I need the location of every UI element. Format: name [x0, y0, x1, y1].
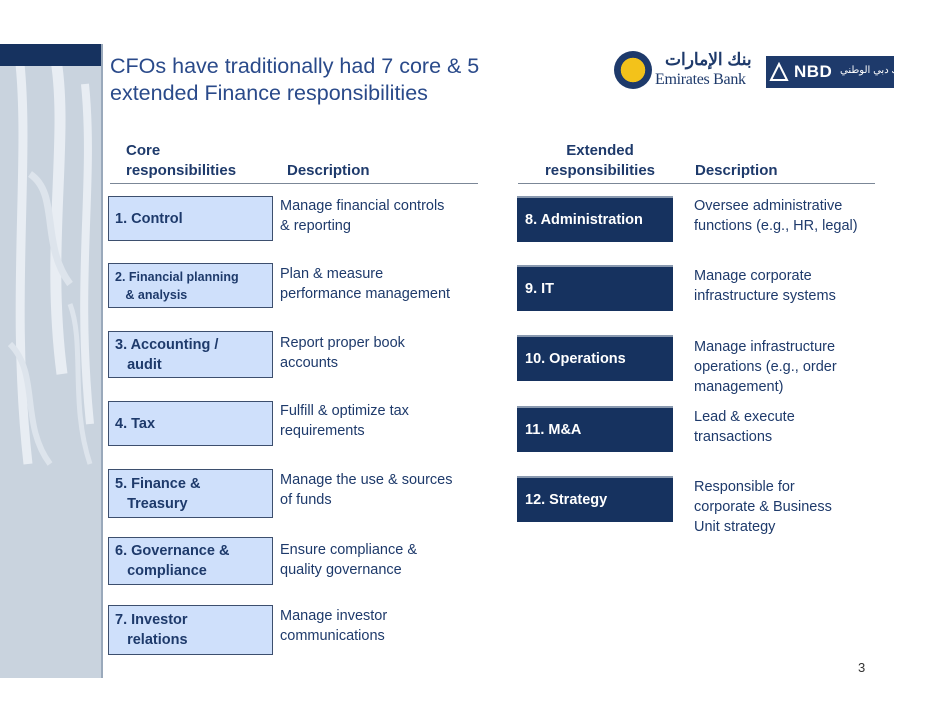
core-item-financial-planning [108, 263, 273, 308]
core-item-description: Manage the use & sources of funds [280, 472, 453, 508]
extended-item-label: 9. IT [525, 281, 555, 297]
logo-arabic-text: بنك الإمارات [665, 50, 752, 69]
extended-item-description: Lead & execute transactions [694, 409, 795, 445]
core-item-investor-relations [108, 605, 273, 655]
extended-item-operations [517, 335, 673, 381]
core-item-governance [108, 537, 273, 585]
core-header-rule [110, 183, 478, 184]
page-number: 3 [858, 660, 866, 675]
core-item-tax [108, 401, 273, 446]
extended-header-rule [518, 183, 875, 184]
extended-item-strategy [517, 476, 673, 522]
extended-item-administration [517, 196, 673, 242]
extended-item-description: Manage corporate infrastructure systems [694, 268, 836, 304]
extended-item-label: 11. M&A [525, 422, 582, 438]
core-item-label: 5. Finance & Treasury [115, 475, 201, 512]
core-item-description: Plan & measure performance management [280, 266, 451, 302]
logo-emirates-bank-text: Emirates Bank [655, 71, 746, 88]
logo-nbd-arabic-text: بنك دبي الوطني [840, 65, 906, 76]
extended-item-mna [517, 406, 673, 452]
core-item-description: Report proper book accounts [280, 335, 405, 371]
nbd-emblem-icon [769, 62, 789, 82]
core-item-label: 7. Investor relations [115, 612, 188, 648]
core-item-control [108, 196, 273, 241]
extended-item-description: Responsible for corporate & Business Unit strategy [694, 479, 832, 535]
core-item-label: 1. Control [115, 210, 183, 227]
core-item-label: 4. Tax [115, 415, 156, 432]
core-item-label: 3. Accounting / audit [115, 336, 219, 373]
decorative-stroke-pattern [0, 44, 102, 678]
core-item-label: 2. Financial planning & analysis [115, 269, 239, 302]
core-item-description: Fulfill & optimize tax requirements [280, 403, 409, 439]
logo-nbd-text: NBD [794, 62, 833, 81]
core-item-description: Manage investor communications [280, 608, 388, 644]
core-item-description: Ensure compliance & quality governance [280, 542, 418, 578]
band-divider [101, 44, 103, 678]
core-item-description: Manage financial controls & reporting [280, 198, 445, 234]
extended-item-label: 12. Strategy [525, 492, 608, 508]
decorative-band [0, 44, 102, 678]
emirates-bank-emblem-icon [614, 51, 652, 89]
extended-responsibilities-header: Extended responsibilities [544, 142, 656, 179]
core-item-finance-treasury [108, 469, 273, 518]
extended-item-label: 8. Administration [525, 212, 643, 228]
page-title: CFOs have traditionally had 7 core & 5 extended Finance responsibilities [110, 54, 480, 105]
extended-description-header: Description [695, 162, 778, 179]
extended-item-description: Oversee administrative functions (e.g., HR, legal) [694, 198, 858, 234]
core-description-header: Description [287, 162, 370, 179]
core-responsibilities-header: Core responsibilities [126, 142, 237, 179]
core-item-accounting [108, 331, 273, 378]
core-item-label: 6. Governance & compliance [115, 543, 230, 579]
extended-item-label: 10. Operations [525, 351, 626, 367]
extended-item-description: Manage infrastructure operations (e.g., order management) [694, 339, 837, 395]
extended-item-it [517, 265, 673, 311]
